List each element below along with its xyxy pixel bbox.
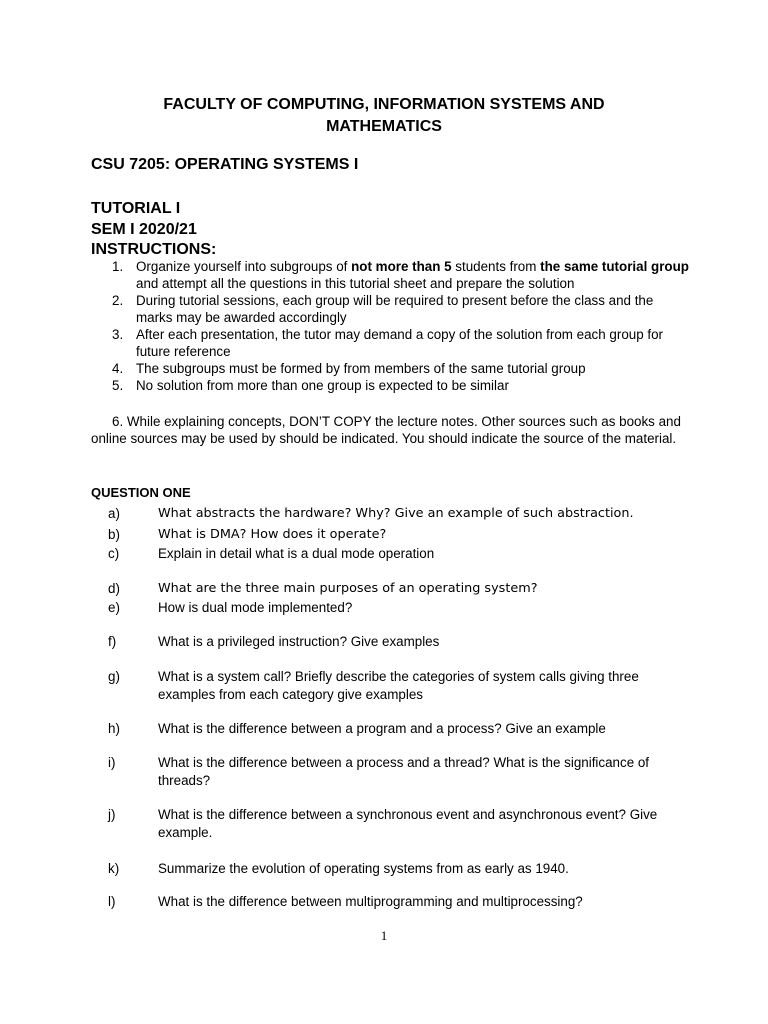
question-letter: e)	[108, 600, 120, 615]
question-item	[108, 505, 694, 523]
question-item	[108, 720, 694, 738]
question-letter: i)	[108, 755, 116, 770]
instruction-item-6	[91, 413, 691, 447]
question-letter: b)	[108, 527, 120, 542]
instruction-text: No solution from more than one group is expected to be similar	[136, 378, 509, 393]
instruction-number: 3.	[112, 327, 124, 342]
instructions-title: INSTRUCTIONS:	[91, 241, 217, 258]
question-item	[108, 754, 694, 790]
instruction-number: 2.	[112, 293, 124, 308]
faculty-title: FACULTY OF COMPUTING, INFORMATION SYSTEMS AND MATHEMATICS	[163, 96, 605, 135]
instruction-text: Organize yourself into subgroups of not more than 5 students from the same tutorial group and attempt all the questions in this tutorial sheet and prepare the solution	[136, 259, 689, 291]
question-text: What is the difference between a program and a process? Give an example	[158, 721, 606, 736]
question-letter: j)	[108, 807, 116, 822]
question-item	[108, 599, 694, 617]
instruction-number: 1.	[112, 259, 124, 274]
question-text: What is a system call? Briefly describe the categories of system calls giving three examples from each category give examples	[158, 669, 639, 702]
instruction-text: The subgroups must be formed by from members of the same tutorial group	[136, 361, 586, 376]
question-letter: d)	[108, 581, 120, 596]
question-item	[108, 633, 694, 651]
instruction-item	[91, 377, 691, 394]
question-item	[108, 580, 694, 598]
question-letter: k)	[108, 861, 120, 876]
question-text: Explain in detail what is a dual mode operation	[158, 546, 435, 561]
instruction-item	[91, 326, 691, 360]
question-item	[108, 668, 694, 704]
question-item	[108, 806, 694, 842]
question-text: What is a privileged instruction? Give examples	[158, 634, 440, 649]
question-letter: f)	[108, 634, 117, 649]
instruction-text: During tutorial sessions, each group will be required to present before the class and the marks may be awarded accordingly	[136, 293, 654, 325]
question-one-title: QUESTION ONE	[91, 485, 191, 500]
question-text: How is dual mode implemented?	[158, 600, 353, 615]
question-letter: h)	[108, 721, 120, 736]
instruction-text: While explaining concepts, DON’T COPY the lecture notes. Other sources such as books and online sources may be used by should be indicated. You should indicate the source of the material.	[91, 414, 681, 446]
tutorial-title: TUTORIAL I	[91, 200, 181, 217]
instruction-number: 6.	[112, 414, 124, 429]
question-text: What are the three main purposes of an operating system?	[158, 581, 538, 596]
instruction-number: 5.	[112, 378, 124, 393]
course-title: CSU 7205: OPERATING SYSTEMS I	[91, 156, 359, 173]
question-item	[108, 893, 694, 911]
question-letter: l)	[108, 894, 116, 909]
semester-title: SEM I 2020/21	[91, 221, 197, 238]
question-item	[108, 526, 694, 544]
question-text: Summarize the evolution of operating systems from as early as 1940.	[158, 861, 569, 876]
question-text: What is the difference between a synchronous event and asynchronous event? Give example.	[158, 807, 658, 840]
instruction-item	[91, 360, 691, 377]
question-text: What is the difference between multiprogramming and multiprocessing?	[158, 894, 583, 909]
instructions-list	[91, 258, 691, 394]
question-letter: a)	[108, 506, 120, 521]
question-text: What is the difference between a process and a thread? What is the significance of threads?	[158, 755, 650, 788]
page-number: 1	[380, 928, 388, 943]
instruction-text: After each presentation, the tutor may demand a copy of the solution from each group for future reference	[136, 327, 664, 359]
question-text: What abstracts the hardware? Why? Give an example of such abstraction.	[158, 506, 634, 521]
instruction-item	[91, 292, 691, 326]
instruction-item	[91, 258, 691, 292]
question-item	[108, 545, 694, 563]
instruction-number: 4.	[112, 361, 124, 376]
question-text: What is DMA? How does it operate?	[158, 527, 387, 542]
question-item	[108, 860, 694, 878]
question-letter: c)	[108, 546, 120, 561]
question-letter: g)	[108, 669, 120, 684]
